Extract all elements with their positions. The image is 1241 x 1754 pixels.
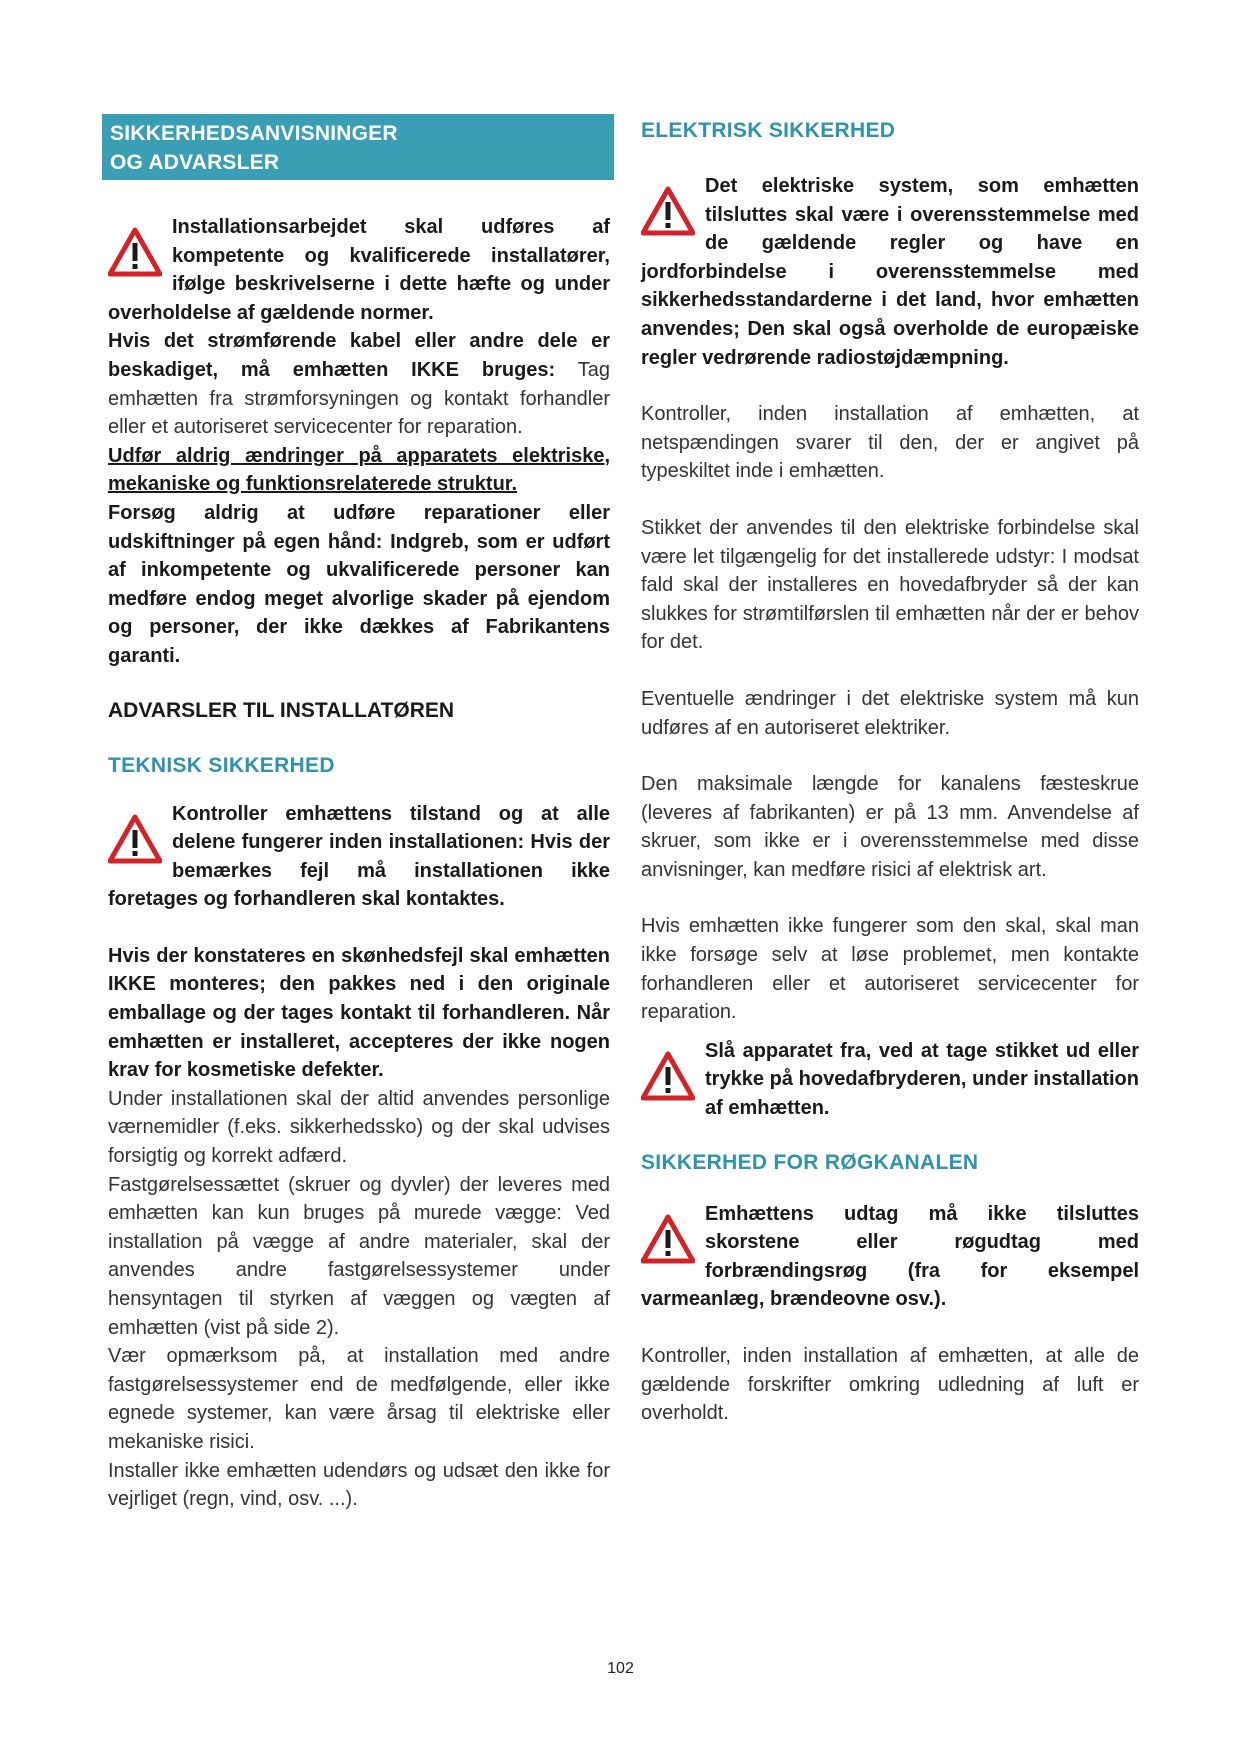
warning-block-installation [108, 213, 610, 327]
left-column [108, 114, 610, 1514]
warning-block-check [108, 800, 610, 914]
para-damaged-cable [108, 327, 610, 441]
para-voltage-check: Kontroller, inden installation af emhætten, at netspændingen svarer til den, der er angivet på typeskiltet inde i emhætten. [641, 403, 1139, 483]
para-protective-equipment: Under installationen skal der altid anvendes personlige værnemidler (f.eks. sikkerhedssko) og der skal udvises forsigtig og korrekt adfærd. [108, 1087, 610, 1168]
warning-text-check: Kontroller emhættens tilstand og at alle delene fungerer inden installationen: Hvis der bemærkes fejl må installationen ikke foretages og forhandleren skal kontaktes. [108, 802, 610, 911]
para-screw-length: Den maksimale længde for kanalens fæsteskrue (leveres af fabrikanten) er på 13 mm. Anvendelse af skruer, som ikke er i overensstemmelse med disse anvisninger, kan medføre risici af elektrisk art. [641, 773, 1139, 881]
warning-block-unplug [641, 1037, 1139, 1123]
warning-triangle-icon [641, 186, 695, 236]
para-plug-access: Stikket der anvendes til den elektriske forbindelse skal være let tilgængelig for det installerede udstyr: I modsat fald skal der installeres en hovedafbryder så der kan slukkes for strømtilførslen til emhætten når der er behov for det. [641, 516, 1139, 654]
para-air-discharge: Kontroller, inden installation af emhætten, at alle de gældende forskrifter omkring udledning af luft er overholdt. [641, 1345, 1139, 1425]
warning-text-installation: Installationsarbejdet skal udføres af kompetente og kvalificerede installatører, ifølge beskrivelserne i dette hæfte og under overholdelse af gældende normer. [108, 216, 610, 324]
heading-electrical-safety: ELEKTRISK SIKKERHED [641, 119, 896, 142]
warning-block-chimney [641, 1200, 1139, 1314]
warning-block-electrical [641, 172, 1139, 372]
para-cosmetic-defect: Hvis der konstateres en skønhedsfejl skal emhætten IKKE monteres; den pakkes ned i den originale emballage og der tages kontakt til forhandleren. Når emhætten er installeret, accepteres der ikke nogen krav for kosmetiske defekter. [108, 944, 610, 1082]
para-no-modifications [108, 442, 610, 499]
heading-smoke-duct-safety: SIKKERHED FOR RØGKANALEN [641, 1150, 979, 1174]
banner-line-1: SIKKERHEDSANVISNINGER [110, 122, 398, 145]
para-fastening-kit: Fastgørelsessættet (skruer og dyvler) der leveres med emhætten kan kun bruges på murede vægge: Ved installation på vægge af andre materialer, skal der anvendes andre fastgørelsessystemer under hensyntagen til styrken af væggen og vægten af emhætten (vist på side 2). [108, 1173, 610, 1339]
banner-line-2: OG ADVARSLER [110, 151, 280, 174]
right-column [641, 114, 1139, 1428]
para-damaged-cable-bold: Hvis det strømførende kabel eller andre dele er beskadiget, må emhætten IKKE bruges: [108, 330, 610, 381]
para-malfunction: Hvis emhætten ikke fungerer som den skal, skal man ikke forsøge selv at løse problemet, men kontakte forhandleren eller et autoriseret servicecenter for reparation. [641, 915, 1139, 1024]
warning-text-unplug: Slå apparatet fra, ved at tage stikket ud eller trykke på hovedafbryderen, under installation af emhætten. [705, 1039, 1139, 1120]
warning-text-electrical: Det elektriske system, som emhætten tilsluttes skal være i overensstemmelse med de gældende regler og have en jordforbindelse i overensstemmelse med sikkerhedsstandarderne i det land, hvor emhætten anvendes; Den skal også overholde de europæiske regler vedrørende radiostøjdæmpning. [641, 175, 1139, 369]
para-damaged-cable-rest: Tag emhætten fra strømforsyningen og kontakt forhandler eller et autoriseret servicecenter for reparation. [108, 358, 610, 439]
para-outdoor: Installer ikke emhætten udendørs og udsæt den ikke for vejrliget (regn, vind, osv. ...). [108, 1459, 610, 1511]
warning-triangle-icon [108, 814, 162, 864]
heading-technical-safety: TEKNISK SIKKERHED [108, 753, 335, 777]
para-no-repairs: Forsøg aldrig at udføre reparationer eller udskiftninger på egen hånd: Indgreb, som er udført af inkompetente og ukvalificerede personer kan medføre endog meget alvorlige skader på ejendom og personer, der ikke dækkes af Fabrikantens garanti. [108, 501, 610, 667]
warning-triangle-icon [108, 227, 162, 277]
para-no-modifications-text: Udfør aldrig ændringer på apparatets elektriske, mekaniske og funktionsrelaterede struktur. [108, 444, 610, 496]
section-banner-safety [102, 114, 614, 180]
heading-installer-warnings: ADVARSLER TIL INSTALLATØREN [108, 698, 455, 722]
para-other-fastening: Vær opmærksom på, at installation med andre fastgørelsessystemer end de medfølgende, eller ikke egnede systemer, kan være årsag til elektriske eller mekaniske risici. [108, 1345, 610, 1453]
warning-triangle-icon [641, 1051, 695, 1101]
warning-triangle-icon [641, 1214, 695, 1264]
para-electrician: Eventuelle ændringer i det elektriske system må kun udføres af en autoriseret elektriker. [641, 687, 1139, 739]
page-number: 102 [607, 1660, 634, 1677]
warning-text-chimney: Emhættens udtag må ikke tilsluttes skorstene eller røgudtag med forbrændingsrøg (fra for eksempel varmeanlæg, brændeovne osv.). [641, 1202, 1139, 1311]
